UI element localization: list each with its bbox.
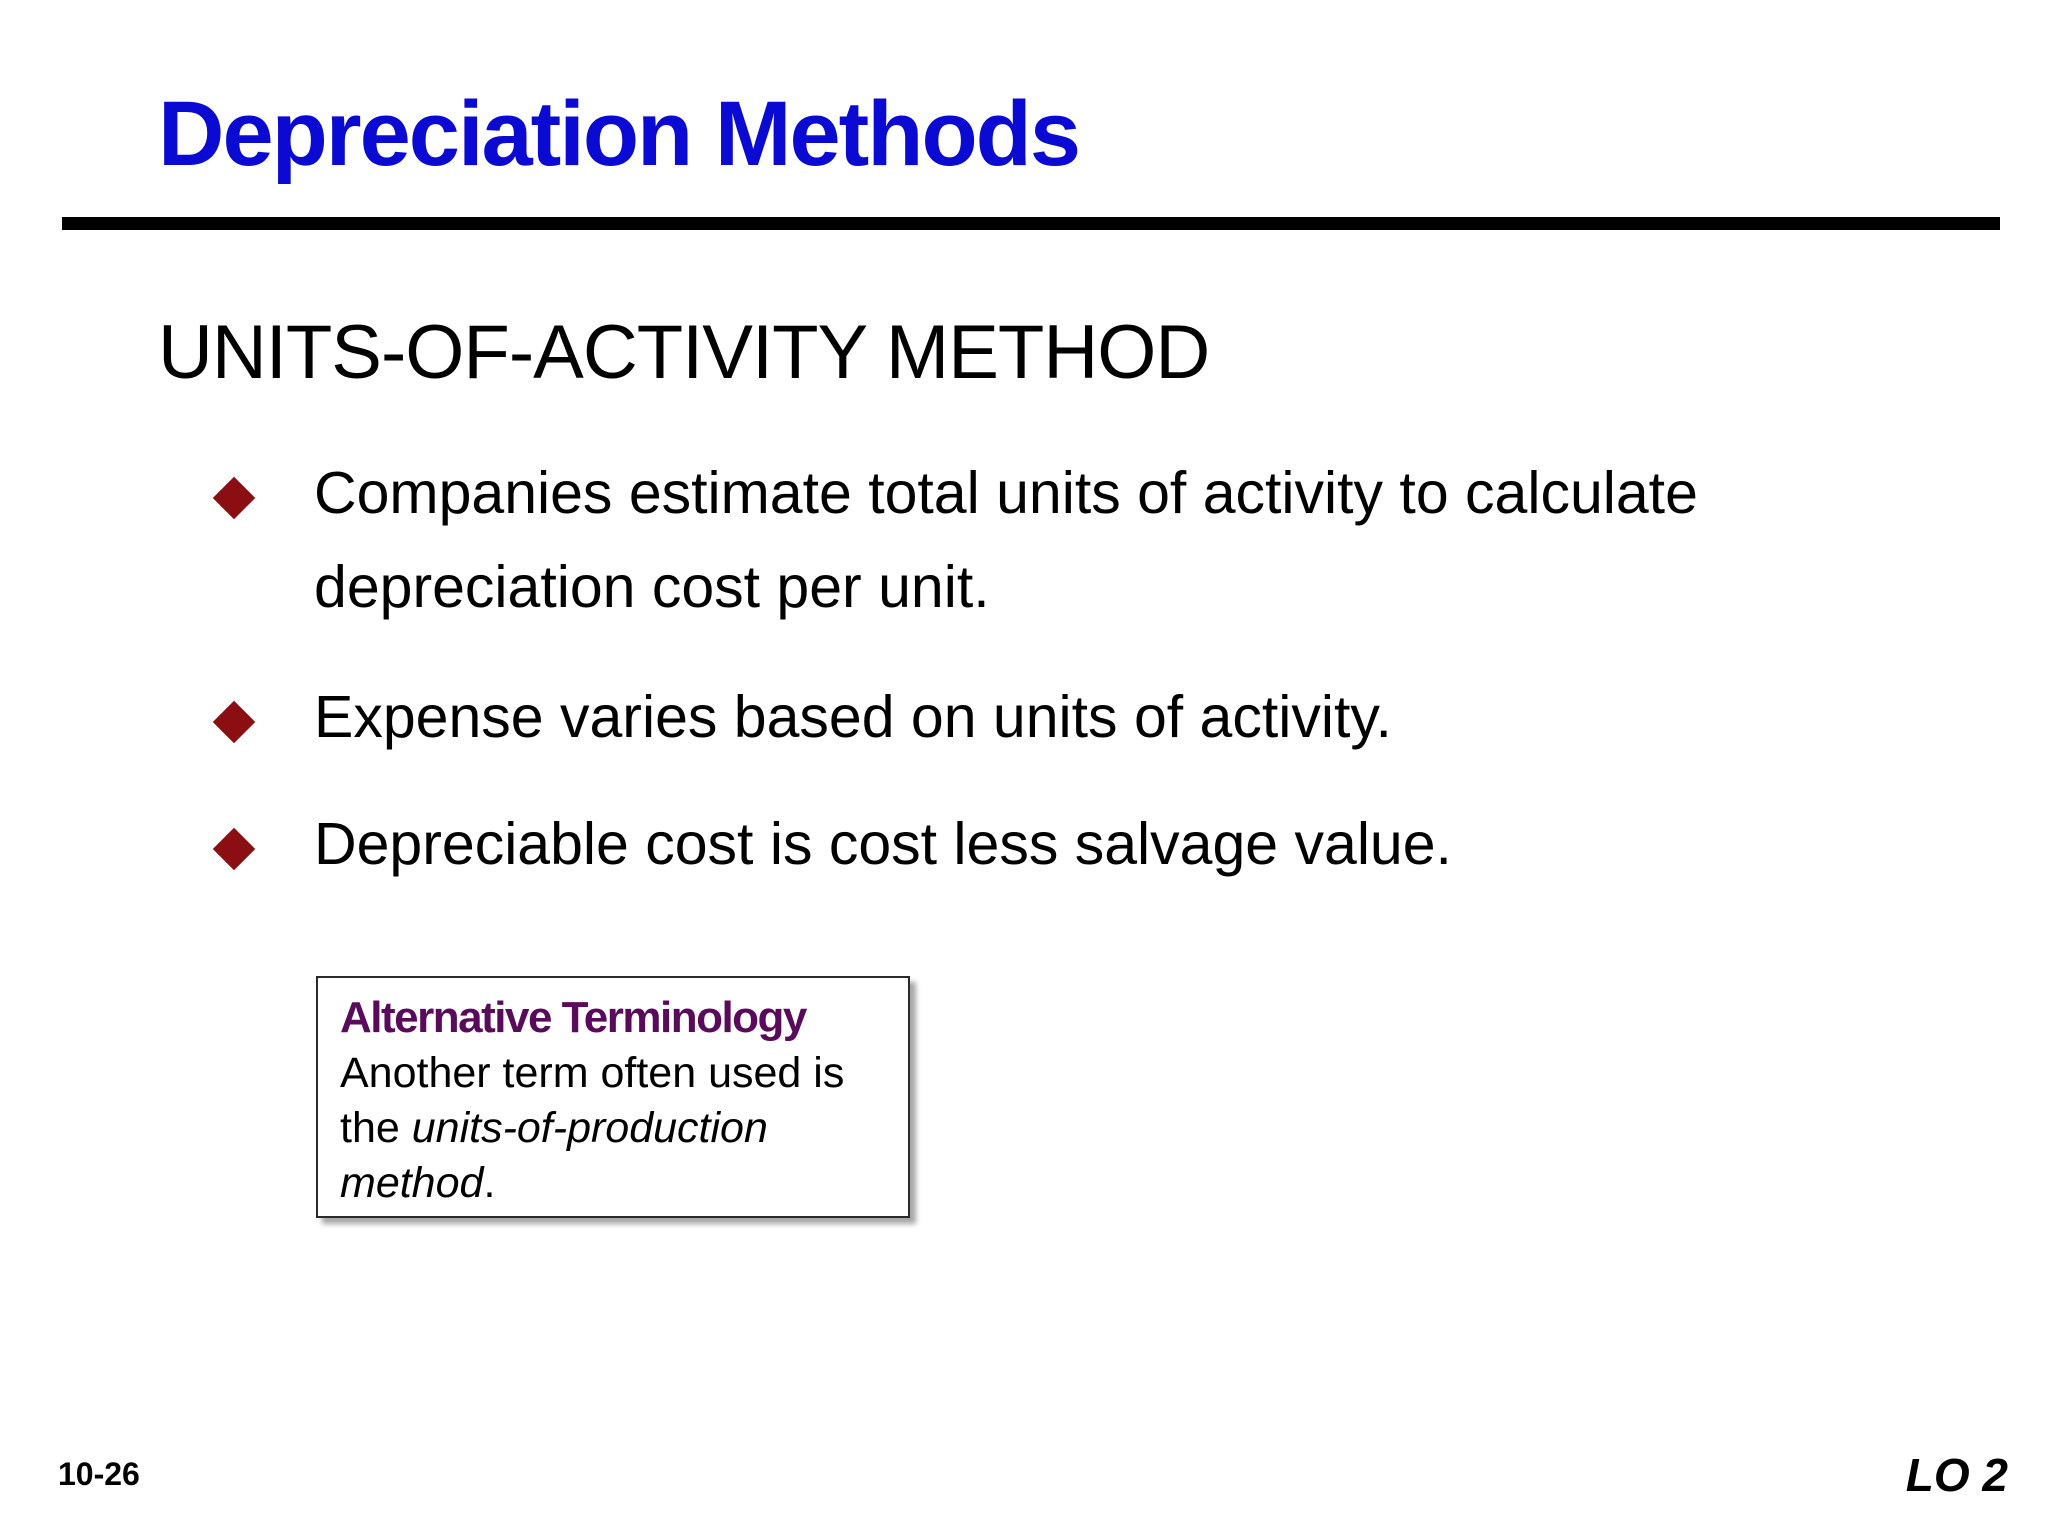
callout-emphasis: units-of-production method — [340, 1104, 768, 1207]
section-heading: UNITS-OF-ACTIVITY METHOD — [158, 310, 1210, 395]
diamond-bullet-icon — [213, 477, 255, 519]
bullet-text: Expense varies based on units of activity. — [314, 684, 1392, 750]
diamond-bullet-icon — [213, 828, 255, 870]
learning-objective-label: LO 2 — [1905, 1449, 2008, 1501]
callout-body — [340, 1046, 888, 1211]
callout-body-text: Another term often used is the — [340, 1049, 845, 1152]
slide-title: Depreciation Methods — [158, 83, 1080, 185]
diamond-bullet-icon — [213, 701, 255, 743]
bullet-text: Depreciable cost is cost less salvage value. — [314, 811, 1452, 877]
callout-body-end: . — [483, 1159, 496, 1207]
slide-number: 10-26 — [58, 1456, 140, 1492]
title-divider — [62, 217, 2000, 230]
bullet-text: Companies estimate total units of activity to calculate depreciation cost per unit. — [314, 460, 1698, 620]
callout-title: Alternative Terminology — [340, 993, 806, 1042]
alternative-terminology-box — [316, 976, 910, 1218]
